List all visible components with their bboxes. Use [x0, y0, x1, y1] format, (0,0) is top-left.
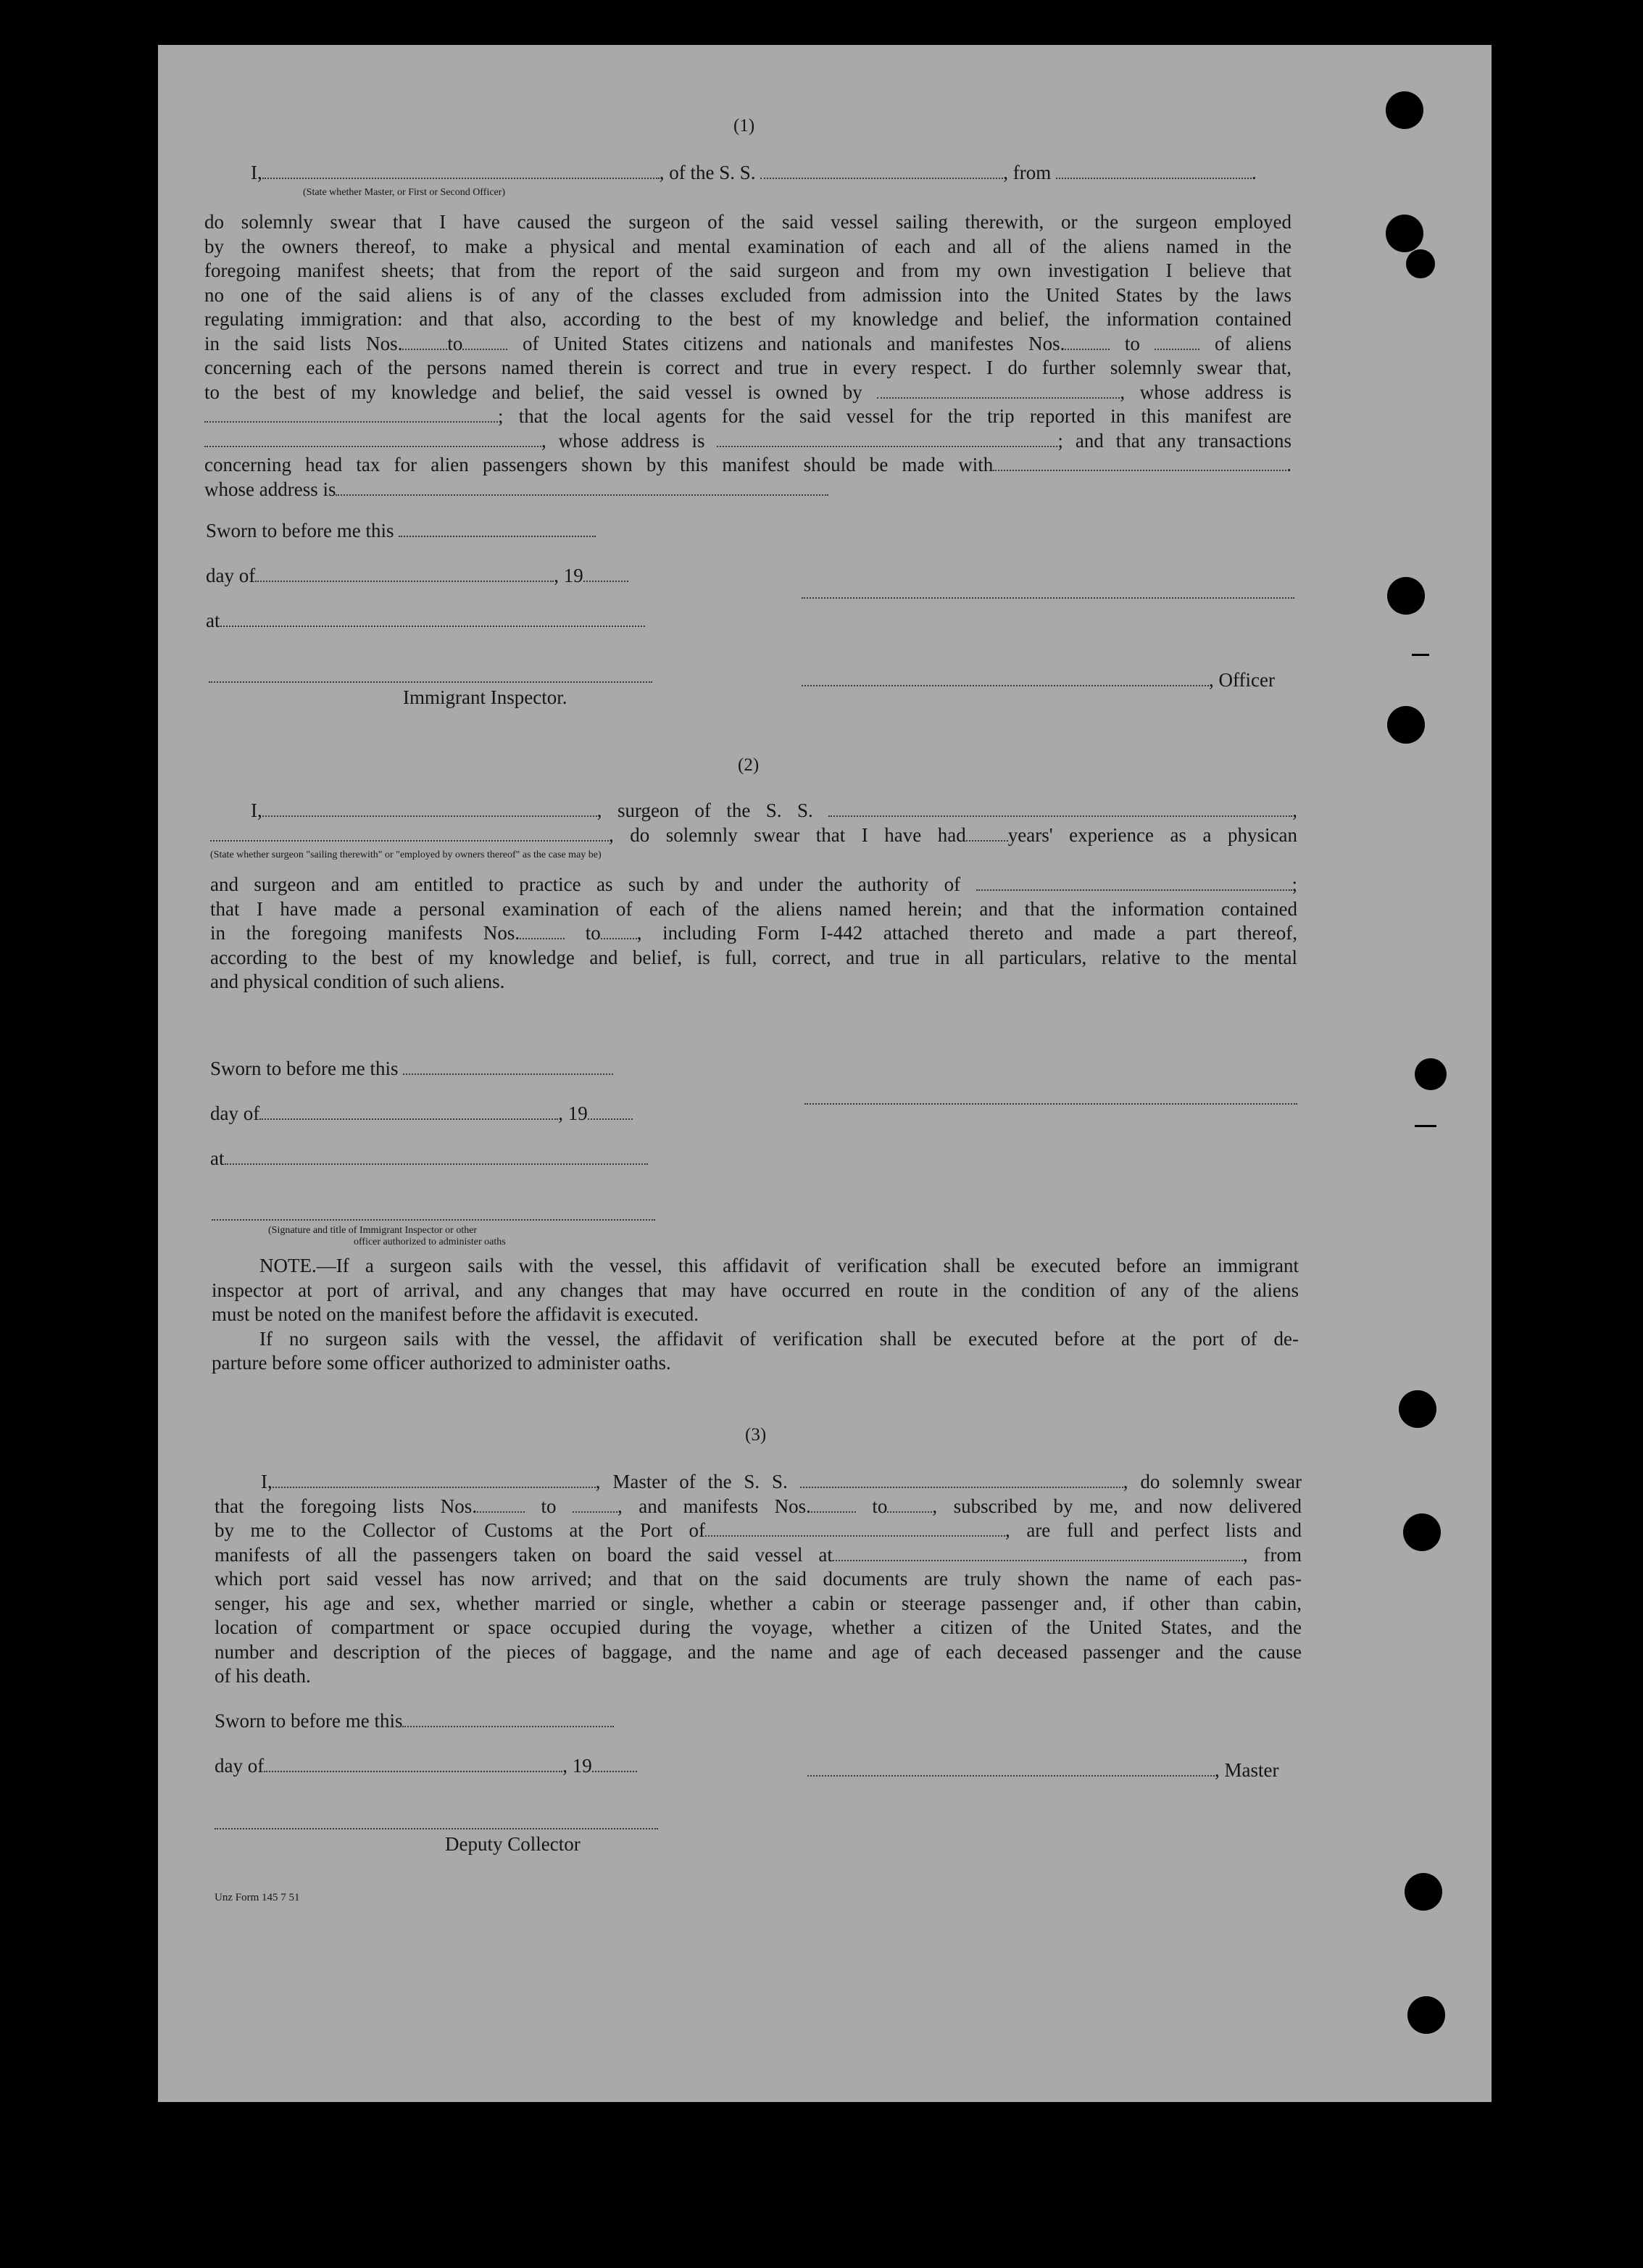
s3-manifests-from-field[interactable] [811, 1495, 856, 1513]
surgeon-status-note: (State whether surgeon "sailing therewith" or "employed by owners thereof" as the case may be) [210, 850, 602, 860]
punch-hole [1415, 1058, 1447, 1090]
s3-manifests-to-field[interactable] [887, 1495, 932, 1513]
owner-address-field[interactable] [204, 405, 498, 423]
s2-month-field[interactable] [259, 1102, 558, 1120]
ship-name-field[interactable] [760, 162, 1003, 179]
section-1-number: (1) [733, 116, 755, 136]
s3-sworn-day-field[interactable] [402, 1710, 614, 1727]
s3-lists-to-field[interactable] [573, 1495, 617, 1513]
citizen-list-to-field[interactable] [462, 333, 507, 350]
form-identifier: Unz Form 145 7 51 [215, 1892, 300, 1903]
alien-manifest-from-field[interactable] [1065, 333, 1110, 350]
s2-signature-note-2: officer authorized to administer oaths [354, 1237, 506, 1247]
s1-sworn-line: Sworn to before me this [206, 519, 596, 543]
note-paragraph: NOTE.—If a surgeon sails with the vessel, this affidavit of verification shall be executed before an immigrant inspector at port of arrival, and any changes that may have occurred en route in the condition of any of the aliens must be noted on the manifest before the affidavit is executed. If no surgeon sails with the vessel, the affidavit of verification shall be executed before at the port of de- parture before some officer authorized to administer oaths. [212, 1255, 1299, 1374]
punch-hole [1386, 91, 1423, 129]
section-2-number: (2) [738, 755, 760, 775]
s2-surgeon-intro: I, , surgeon of the S. S. , , do solemnly swear that I have had years' experience as a physican [210, 799, 1297, 847]
punch-hole [1405, 1873, 1442, 1911]
s3-ship-name-field[interactable] [800, 1471, 1123, 1488]
collector-signature-line[interactable] [215, 1828, 658, 1829]
s3-sworn-line: Sworn to before me this [215, 1709, 614, 1733]
s1-month-field[interactable] [255, 565, 554, 582]
s2-surgeon-body: and surgeon and am entitled to practice as such by and under the authority of ; that I have made a personal examination of each of the aliens named herein; and that the information contained in the foregoing manifests Nos. to , including Form I-442 attached thereto and made a part thereof, according to the best of my knowledge and belief, is full, correct, and true in all particulars, relative to the mental and physical condition of such aliens. [210, 873, 1298, 992]
master-signature-line: , Master [807, 1758, 1278, 1782]
punch-hole [1386, 215, 1423, 252]
embarkation-port-field[interactable] [833, 1544, 1243, 1561]
punch-hole [1407, 1996, 1445, 2034]
s3-date-line: day of , 19 [215, 1754, 637, 1778]
s2-manifest-to-field[interactable] [601, 922, 637, 939]
payee-address-field[interactable] [336, 478, 828, 496]
master-name-field[interactable] [273, 1471, 596, 1488]
s1-oath-line: I, , of the S. S. , from . [251, 162, 1257, 183]
master-signature-field[interactable] [807, 1759, 1215, 1777]
document-page [158, 45, 1492, 2102]
s1-sworn-day-field[interactable] [399, 520, 596, 537]
s1-date-line: day of , 19 [206, 564, 628, 588]
s3-master-oath: I, , Master of the S. S. , do solemnly swear that the foregoing lists Nos. to , and manifests Nos. to , subscribed by me, and now delivered by me to the Collector of Customs at the Port of , are full and perfect lists and manifests of all the passengers taken on board the said vessel at , from which port said vessel has now arrived; and that on the said documents are truly shown the name of each pas- senger, his age and sex, whether married or single, whether a cabin or steerage passenger and, if other than cabin, location of compartment or space occupied during the voyage, whether a citizen of the United States, and the number and description of the pieces of baggage, and the name and age of each deceased passenger and the cause of his death. [215, 1471, 1302, 1687]
agents-address-field[interactable] [717, 430, 1057, 447]
s2-sworn-line: Sworn to before me this [210, 1057, 613, 1081]
s1-signature-line[interactable] [802, 597, 1294, 599]
practice-authority-field[interactable] [976, 873, 1292, 891]
punch-hole [1403, 1513, 1441, 1551]
years-experience-field[interactable] [966, 824, 1008, 842]
s2-place-field[interactable] [225, 1147, 648, 1165]
officer-title-note: (State whether Master, or First or Second Officer) [303, 187, 506, 198]
surgeon-signature-line[interactable] [804, 1103, 1297, 1105]
deputy-collector-label: Deputy Collector [445, 1833, 581, 1855]
punch-hole [1406, 249, 1435, 278]
s2-year-field[interactable] [588, 1102, 633, 1120]
alien-manifest-to-field[interactable] [1155, 333, 1199, 350]
s2-place-line: at [210, 1147, 648, 1171]
margin-mark [1412, 654, 1429, 656]
s2-signature-note-1: (Signature and title of Immigrant Inspector or other [268, 1225, 478, 1236]
punch-hole [1387, 706, 1425, 744]
s1-place-line: at [206, 609, 645, 633]
punch-hole [1387, 577, 1425, 615]
local-agents-field[interactable] [204, 430, 541, 447]
departure-port-field[interactable] [1056, 162, 1252, 179]
citizen-list-from-field[interactable] [402, 333, 447, 350]
s3-lists-from-field[interactable] [477, 1495, 525, 1513]
s2-date-line: day of , 19 [210, 1102, 633, 1126]
surgeon-status-field[interactable] [210, 824, 609, 842]
s2-inspector-signature-line[interactable] [212, 1219, 655, 1221]
s2-manifest-from-field[interactable] [520, 922, 565, 939]
immigrant-inspector-label: Immigrant Inspector. [403, 686, 567, 708]
s3-year-field[interactable] [592, 1755, 637, 1772]
s1-place-field[interactable] [220, 610, 645, 627]
inspector-signature-line[interactable] [209, 681, 652, 683]
vessel-owner-field[interactable] [877, 381, 1120, 399]
officer-signature-field[interactable] [802, 669, 1209, 686]
s3-month-field[interactable] [264, 1755, 562, 1772]
s1-year-field[interactable] [583, 565, 628, 582]
customs-port-field[interactable] [705, 1519, 1005, 1537]
s2-sworn-day-field[interactable] [403, 1058, 613, 1075]
margin-mark [1415, 1125, 1436, 1127]
officer-name-field[interactable] [262, 162, 660, 179]
s2-ship-name-field[interactable] [828, 799, 1292, 817]
section-3-number: (3) [745, 1425, 767, 1445]
officer-signature-line: , Officer [802, 668, 1275, 692]
head-tax-payee-field[interactable] [993, 454, 1286, 471]
surgeon-name-field[interactable] [262, 799, 597, 817]
punch-hole [1399, 1390, 1436, 1428]
s1-oath-body: do solemnly swear that I have caused the surgeon of the said vessel sailing therewith, or the surgeon employed by the owners thereof, to make a physical and mental examination of each and all of the aliens named in the foregoing manifest sheets; that from the report of the said surgeon and from my own investigation I believe that no one of the said aliens is of any of the classes excluded from admission into the United States by the laws regulating immigration: and that also, according to the best of my knowledge and belief, the information contained in the said lists Nos. to of United States citizens and nationals and manifestes Nos. to of aliens concerning each of the persons named therein is correct and true in every respect. I do further solemnly swear that, to the best of my knowledge and belief, the said vessel is owned by , whose address is ; that the local agents for the said vessel for the trip reported in this manifest are , whose address is ; and that any transactions concerning head tax for alien passengers shown by this manifest should be made with . whose address is [204, 211, 1292, 500]
